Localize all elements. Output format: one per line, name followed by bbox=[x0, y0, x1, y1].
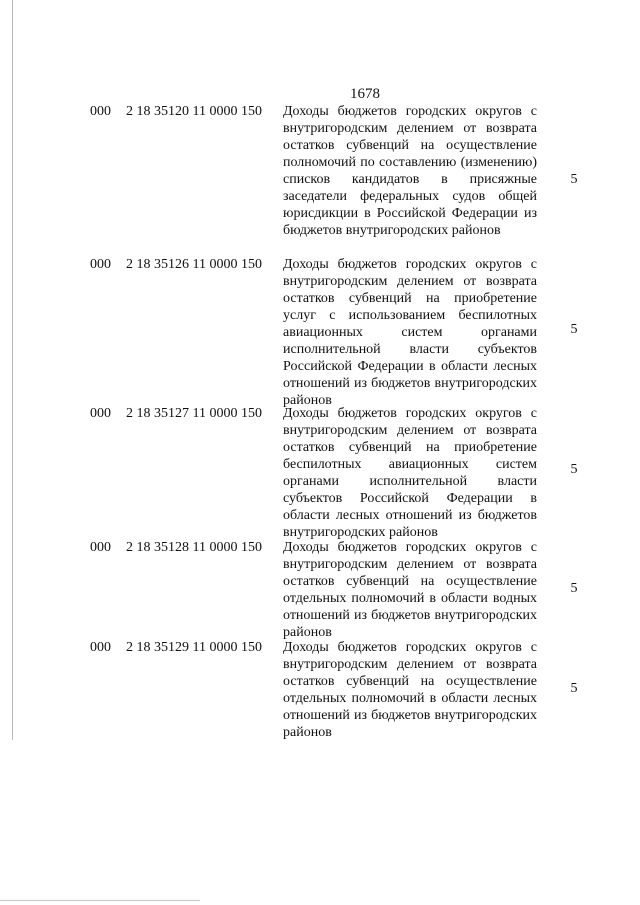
row-code: 000 bbox=[90, 640, 111, 655]
row-code: 000 bbox=[90, 104, 111, 119]
row-value: 5 bbox=[570, 681, 578, 696]
row-code: 000 bbox=[90, 406, 111, 421]
row-value: 5 bbox=[570, 581, 578, 596]
row-code: 000 bbox=[90, 257, 111, 272]
row-value: 5 bbox=[570, 172, 578, 187]
row-description: Доходы бюджетов городских округов с внутригородским делением от возврата остатков субвенций на осуществление отдельных полномочий в области лесных отношений из бюджетов внутригородских районов bbox=[283, 640, 537, 740]
row-kbk-code: 2 18 35128 11 0000 150 bbox=[126, 540, 262, 555]
row-kbk-code: 2 18 35129 11 0000 150 bbox=[126, 640, 262, 655]
row-kbk-code: 2 18 35126 11 0000 150 bbox=[126, 257, 262, 272]
row-description: Доходы бюджетов городских округов с внутригородским делением от возврата остатков субвенций на приобретение услуг с использованием беспилотных авиационных систем органами исполнительной власти субъектов Российской Федерации в области лесных отношений из бюджетов внутригородских районов bbox=[283, 257, 537, 408]
page-number: 1678 bbox=[350, 86, 380, 102]
row-value: 5 bbox=[570, 322, 578, 337]
row-code: 000 bbox=[90, 540, 111, 555]
row-description: Доходы бюджетов городских округов с внутригородским делением от возврата остатков субвенций на приобретение беспилотных авиационных систем органами исполнительной власти субъектов Российской Федерации в области лесных отношений из бюджетов внутригородских районов bbox=[283, 406, 537, 540]
scan-left-edge bbox=[12, 0, 13, 740]
row-kbk-code: 2 18 35120 11 0000 150 bbox=[126, 104, 262, 119]
row-description: Доходы бюджетов городских округов с внутригородским делением от возврата остатков субвенций на осуществление полномочий по составлению (изменению) списков кандидатов в присяжные заседатели федеральных судов общей юрисдикции в Российской Федерации из бюджетов внутригородских районов bbox=[283, 104, 537, 238]
scan-bottom-rule bbox=[0, 900, 200, 901]
row-kbk-code: 2 18 35127 11 0000 150 bbox=[126, 406, 262, 421]
row-description: Доходы бюджетов городских округов с внутригородским делением от возврата остатков субвенций на осуществление отдельных полномочий в области водных отношений из бюджетов внутригородских районов bbox=[283, 540, 537, 640]
row-value: 5 bbox=[570, 462, 578, 477]
